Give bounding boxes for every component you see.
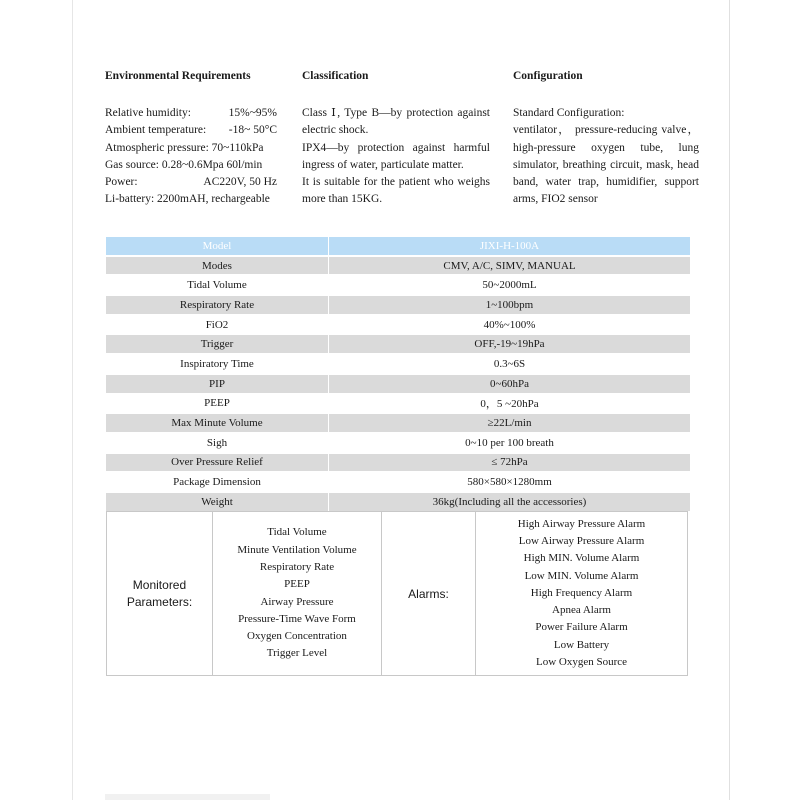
alarms-label: Alarms: — [382, 512, 476, 675]
spec-value: 0，5 ~20hPa — [328, 395, 690, 413]
spec-value: 0~60hPa — [328, 375, 690, 393]
spec-label: Over Pressure Relief — [105, 454, 328, 472]
spec-label: Max Minute Volume — [105, 414, 328, 432]
footer-mark — [105, 794, 270, 800]
spec-value: 0~10 per 100 breath — [328, 434, 690, 452]
env-row — [105, 157, 277, 174]
env-key: Power: — [105, 176, 138, 189]
spec-value: 40%~100% — [328, 316, 690, 334]
table-row — [105, 473, 690, 491]
spec-label: Trigger — [105, 335, 328, 353]
spec-label: Tidal Volume — [105, 276, 328, 294]
env-key: Ambient temperature: — [105, 124, 207, 137]
table-row — [105, 493, 690, 511]
spec-header-value: JIXI-H-100A — [328, 237, 690, 255]
environment-section — [105, 70, 277, 209]
list-item: Tidal Volume — [267, 526, 327, 539]
list-item: Power Failure Alarm — [535, 621, 628, 634]
spec-table — [105, 235, 690, 513]
spec-label: Weight — [105, 493, 328, 511]
list-item: Pressure-Time Wave Form — [238, 612, 356, 625]
list-item: Low MIN. Volume Alarm — [524, 569, 639, 582]
monitored-label-line: Monitored — [132, 577, 187, 592]
table-row — [105, 454, 690, 472]
classification-title: Classification — [302, 70, 369, 82]
monitor-alarm-box — [106, 511, 688, 676]
list-item: Low Battery — [553, 638, 610, 651]
env-key: Relative humidity: — [105, 107, 191, 119]
env-key: Gas source: 0.28~0.6Mpa 60l/min — [105, 158, 263, 171]
spec-header-label: Model — [105, 237, 328, 255]
table-row — [105, 414, 690, 432]
spec-label: Package Dimension — [105, 473, 328, 491]
env-row — [105, 105, 277, 122]
spec-label: Sigh — [105, 434, 328, 452]
table-row — [105, 335, 690, 353]
table-row — [105, 276, 690, 294]
env-value: -18~ 50°C — [228, 124, 277, 137]
spec-value: OFF,-19~19hPa — [328, 335, 690, 353]
spec-value: 36kg(Including all the accessories) — [328, 493, 690, 511]
env-value — [270, 191, 277, 208]
list-item: High Frequency Alarm — [530, 586, 633, 599]
monitored-label-line: Parameters: — [126, 594, 193, 609]
configuration-heading: Standard Configuration: — [513, 107, 625, 119]
list-item: Respiratory Rate — [259, 560, 335, 573]
alarms-list — [518, 516, 645, 672]
list-item: High Airway Pressure Alarm — [517, 517, 646, 530]
classification-paragraph: Class Ⅰ, Type B—by protection against electric shock. — [302, 107, 490, 137]
table-row — [105, 355, 690, 373]
environment-title: Environmental Requirements — [105, 70, 251, 82]
table-row — [105, 375, 690, 393]
list-item: Apnea Alarm — [552, 604, 611, 617]
classification-paragraph: It is suitable for the patient who weighs more than 15KG. — [302, 176, 490, 206]
spec-value: 1~100bpm — [328, 296, 690, 314]
page-frame-right — [729, 0, 730, 800]
spec-table-header — [105, 237, 690, 255]
list-item: Low Oxygen Source — [535, 656, 628, 669]
table-row — [105, 257, 690, 275]
monitored-list-cell — [212, 512, 382, 675]
list-item: High MIN. Volume Alarm — [523, 552, 640, 565]
configuration-section — [513, 70, 699, 209]
spec-value: 50~2000mL — [328, 276, 690, 294]
env-value: 15%~95% — [228, 107, 277, 119]
env-row — [105, 174, 277, 191]
env-key: Li-battery: 2200mAH, rechargeable — [105, 193, 270, 206]
monitored-label — [107, 512, 212, 675]
spec-label: PIP — [105, 375, 328, 393]
alarms-list-cell — [476, 512, 687, 675]
spec-label: Inspiratory Time — [105, 355, 328, 373]
list-item: PEEP — [284, 578, 310, 591]
spec-value: CMV, A/C, SIMV, MANUAL — [328, 257, 690, 275]
list-item: Trigger Level — [266, 647, 328, 660]
configuration-title: Configuration — [513, 70, 583, 82]
page-frame-left — [72, 0, 73, 800]
spec-label: Respiratory Rate — [105, 296, 328, 314]
list-item: Low Airway Pressure Alarm — [518, 534, 645, 547]
env-value — [263, 140, 277, 157]
env-row — [105, 140, 277, 157]
list-item: Airway Pressure — [260, 595, 334, 608]
table-row — [105, 316, 690, 334]
spec-value: 0.3~6S — [328, 355, 690, 373]
env-value: AC220V, 50 Hz — [203, 176, 277, 189]
env-key: Atmospheric pressure: 70~110kPa — [105, 141, 264, 154]
table-row — [105, 434, 690, 452]
env-row — [105, 122, 277, 139]
spec-value: 580×580×1280mm — [328, 473, 690, 491]
monitored-list — [237, 524, 356, 662]
list-item: Minute Ventilation Volume — [237, 543, 357, 556]
spec-value: ≥22L/min — [328, 414, 690, 432]
env-value — [262, 157, 277, 174]
classification-section — [302, 70, 490, 209]
table-row — [105, 395, 690, 413]
classification-paragraph: IPX4—by protection against harmful ingress of water, particulate matter. — [302, 141, 490, 171]
spec-value: ≤ 72hPa — [328, 454, 690, 472]
env-row — [105, 191, 277, 208]
spec-label: Modes — [105, 257, 328, 275]
list-item: Oxygen Concentration — [247, 630, 347, 643]
spec-label: PEEP — [105, 395, 328, 413]
spec-label: FiO2 — [105, 316, 328, 334]
configuration-text: ventilator， pressure-reducing valve，high-pressure oxygen tube, lung simulator, breathing circuit, mask, head band, water trap, humidifier, support arms, FIO2 sensor — [513, 124, 699, 206]
table-row — [105, 296, 690, 314]
